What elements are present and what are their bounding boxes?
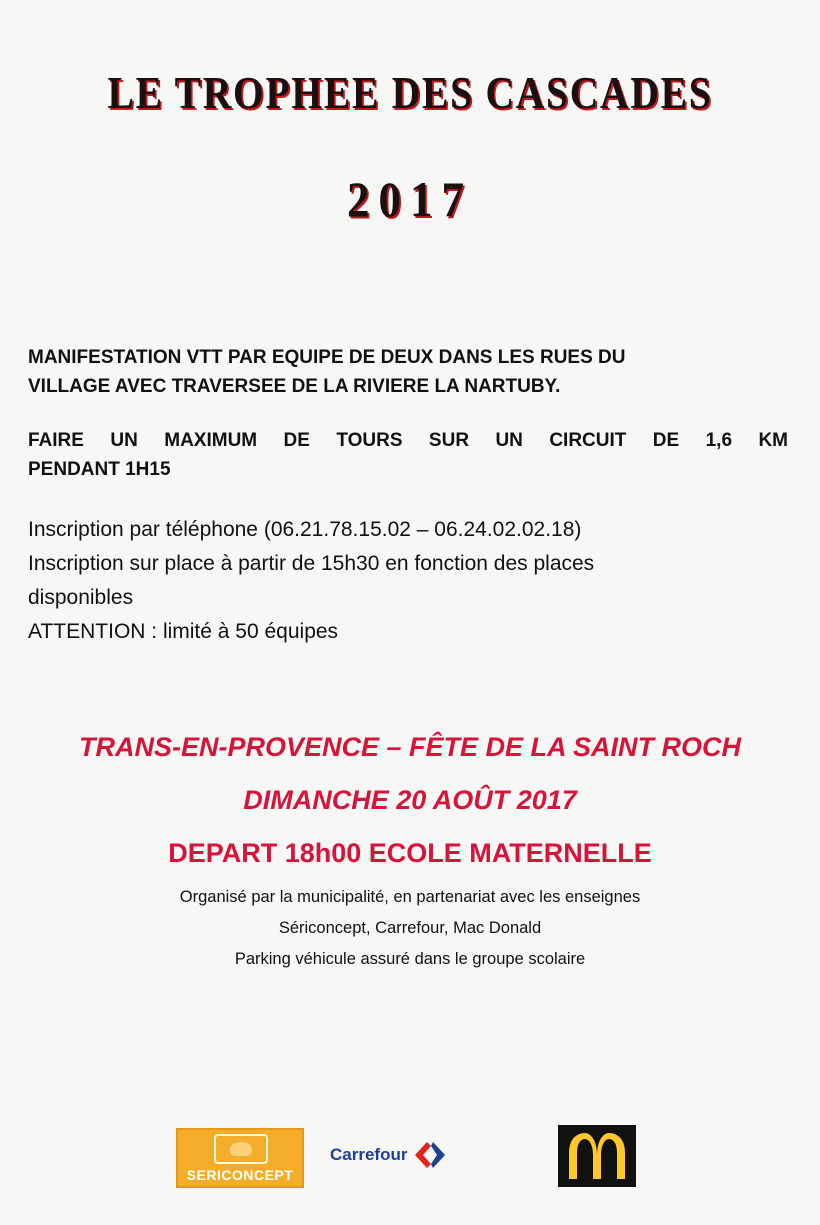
event-departure: DEPART 18h00 ECOLE MATERNELLE — [168, 838, 652, 868]
carrefour-logo-text: Carrefour — [330, 1145, 408, 1164]
description-line: MANIFESTATION VTT PAR EQUIPE DE DEUX DANS LES RUES DU — [28, 347, 626, 368]
organizer-info — [0, 882, 820, 975]
race-format — [28, 426, 788, 484]
carrefour-icon — [413, 1140, 447, 1170]
registration-info — [28, 513, 808, 649]
parking-line: Parking véhicule assuré dans le groupe scolaire — [234, 950, 586, 968]
mcdonalds-logo — [558, 1125, 636, 1187]
partners-line: Sériconcept, Carrefour, Mac Donald — [278, 919, 542, 937]
event-date: DIMANCHE 20 AOÛT 2017 — [243, 785, 577, 815]
onsite-registration: Inscription sur place à partir de 15h30 en fonction des places — [28, 552, 595, 575]
onsite-registration-cont: disponibles — [28, 586, 134, 609]
team-limit-notice: ATTENTION : limité à 50 équipes — [28, 620, 339, 643]
poster-title: LE TROPHEE DES CASCADES — [107, 67, 713, 118]
golden-arches-icon — [565, 1131, 629, 1181]
rhino-icon — [214, 1134, 268, 1164]
phone-registration: Inscription par téléphone (06.21.78.15.02 – 06.24.02.02.18) — [28, 518, 582, 541]
format-line: PENDANT 1H15 — [28, 459, 171, 480]
sericoncept-logo-text: SERICONCEPT — [186, 1167, 294, 1183]
event-location: TRANS-EN-PROVENCE – FÊTE DE LA SAINT ROCH — [78, 732, 742, 762]
sericoncept-logo — [176, 1128, 304, 1188]
organizer-line: Organisé par la municipalité, en partenariat avec les enseignes — [179, 888, 641, 906]
description-line: VILLAGE AVEC TRAVERSEE DE LA RIVIERE LA NARTUBY. — [28, 376, 561, 397]
carrefour-logo — [330, 1140, 447, 1170]
event-description — [28, 343, 788, 401]
format-line: FAIRE UN MAXIMUM DE TOURS SUR UN CIRCUIT DE 1,6 KM — [28, 430, 788, 451]
poster-year: 2017 — [347, 171, 473, 227]
